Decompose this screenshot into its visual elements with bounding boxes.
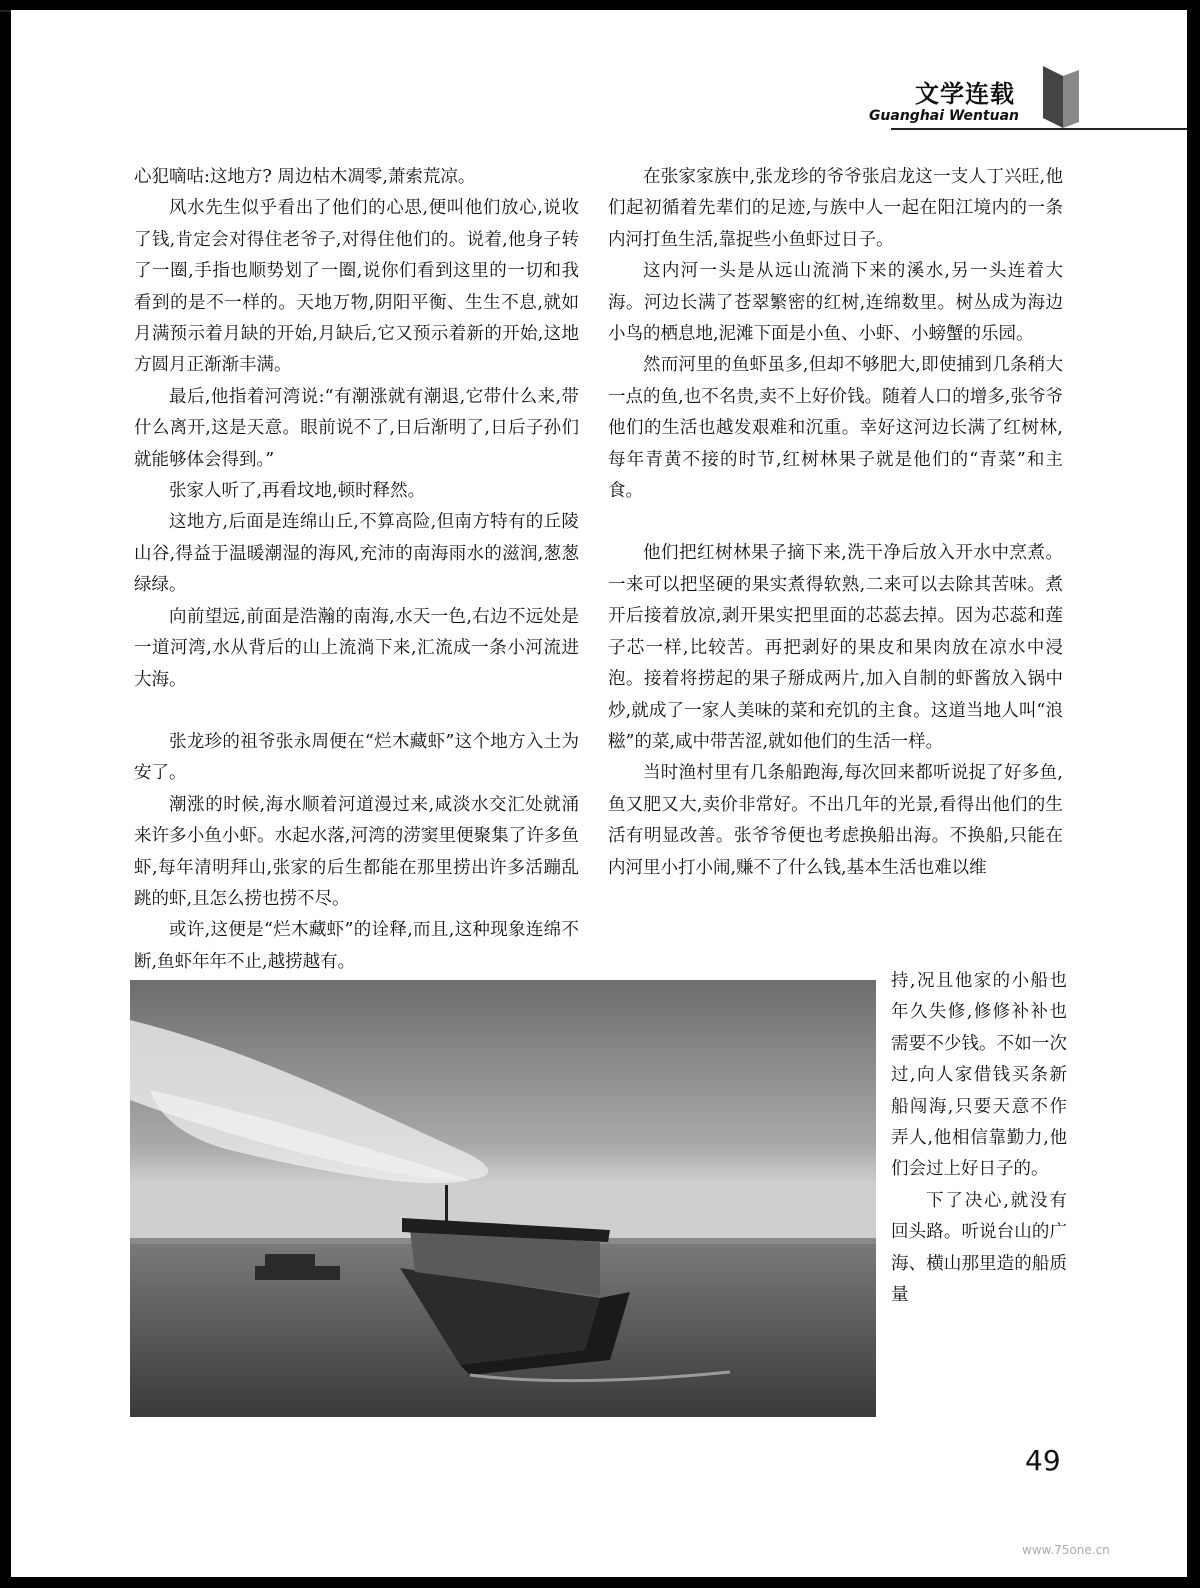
site-watermark: www.75one.cn	[1022, 1543, 1110, 1557]
left-column-paragraph: 最后,他指着河湾说:“有潮涨就有潮退,它带什么来,带什么离开,这是天意。眼前说不了,日后渐明了,日后子孙们就能够体会得到。”	[134, 386, 579, 470]
right-column-paragraph: 当时渔村里有几条船跑海,每次回来都听说捉了好多鱼,鱼又肥又大,卖价非常好。不出几年的光景,看得出他们的生活有明显改善。张爷爷便也考虑换船出海。不换船,只能在内河里小打小闹,赚不了什么钱,基本生活也难以维	[608, 763, 1063, 878]
crop-mark	[0, 10, 11, 12]
right-column-paragraph: 然而河里的鱼虾虽多,但却不够肥大,即使捕到几条稍大一点的鱼,也不名贵,卖不上好价钱。随着人口的增多,张爷爷他们的生活也越发艰难和沉重。幸好这河边长满了红树林,每年青黄不接的时节,红树林果子就是他们的“青菜”和主食。	[608, 355, 1063, 502]
right-column-paragraph: 他们把红树林果子摘下来,洗干净后放入开水中烹煮。一来可以把坚硬的果实煮得软熟,二来可以去除其苦味。煮开后接着放凉,剥开果实把里面的芯蕊去掉。因为芯蕊和莲子芯一样,比较苦。再把剥好的果皮和果肉放在凉水中浸泡。接着将捞起的果子掰成两片,加入自制的虾酱放入锅中炒,就成了一家人美味的菜和充饥的主食。这道当地人叫“浪糍”的菜,咸中带苦涩,就如他们的生活一样。	[608, 543, 1063, 752]
left-column-paragraph: 向前望远,前面是浩瀚的南海,水天一色,右边不远处是一道河湾,水从背后的山上流淌下来,汇流成一条小河流进大海。	[134, 606, 579, 690]
paragraph-gap	[134, 696, 579, 727]
left-column-paragraph: 风水先生似乎看出了他们的心思,便叫他们放心,说收了钱,肯定会对得住老爷子,对得住他们的。说着,他身子转了一圈,手指也顺势划了一圈,说你们看到这里的一切和我看到的是不一样的。天地万物,阴阳平衡、生生不息,就如月满预示着月缺的开始,月缺后,它又预示着新的开始,这地方圆月正渐渐丰满。	[134, 198, 579, 376]
right-column-paragraph: 在张家家族中,张龙珍的爷爷张启龙这一支人丁兴旺,他们起初循着先辈们的足迹,与族中人一起在阳江境内的一条内河打鱼生活,靠捉些小鱼虾过日子。	[608, 167, 1063, 250]
left-column-paragraph: 心犯嘀咕:这地方? 周边枯木凋零,萧索荒凉。	[134, 167, 476, 187]
article-photo	[130, 980, 876, 1417]
page-number: 49	[1025, 1444, 1061, 1477]
section-title: 文学连载	[915, 80, 1015, 108]
left-column-paragraph: 潮涨的时候,海水顺着河道漫过来,咸淡水交汇处就涌来许多小鱼小虾。水起水落,河湾的涝窦里便聚集了许多鱼虾,每年清明拜山,张家的后生都能在那里捞出许多活蹦乱跳的虾,且怎么捞也捞不尽。	[134, 794, 579, 909]
article-right-wrap-column	[891, 966, 1067, 1311]
right-column-paragraph: 这内河一头是从远山流淌下来的溪水,另一头连着大海。河边长满了苍翠繁密的红树,连绵数里。树丛成为海边小鸟的栖息地,泥滩下面是小鱼、小虾、小螃蟹的乐园。	[608, 261, 1063, 345]
left-column-paragraph: 或许,这便是“烂木藏虾”的诠释,而且,这种现象连绵不断,鱼虾年年不止,越捞越有。	[134, 920, 579, 972]
right-wrap-paragraph: 下了决心,就没有回头路。听说台山的广海、横山那里造的船质量	[891, 1190, 1067, 1306]
article-left-column	[134, 162, 579, 978]
header-rule	[891, 128, 1187, 130]
left-column-paragraph: 这地方,后面是连绵山丘,不算高险,但南方特有的丘陵山谷,得益于温暖潮湿的海风,充沛的南海雨水的滋润,葱葱绿绿。	[134, 512, 579, 596]
magazine-page	[11, 10, 1187, 1577]
section-subtitle: Guanghai Wentuan	[868, 108, 1019, 124]
book-logo-icon	[1041, 66, 1081, 128]
left-column-paragraph: 张家人听了,再看坟地,顿时释然。	[169, 481, 426, 502]
right-wrap-paragraph: 持,况且他家的小船也年久失修,修修补补也需要不少钱。不如一次过,向人家借钱买条新船闯海,只要天意不作弄人,他相信靠勤力,他们会过上好日子的。	[891, 971, 1067, 1180]
left-column-paragraph: 张龙珍的祖爷张永周便在“烂木藏虾”这个地方入土为安了。	[134, 731, 579, 784]
article-right-column	[608, 162, 1063, 884]
paragraph-gap	[608, 507, 1063, 538]
